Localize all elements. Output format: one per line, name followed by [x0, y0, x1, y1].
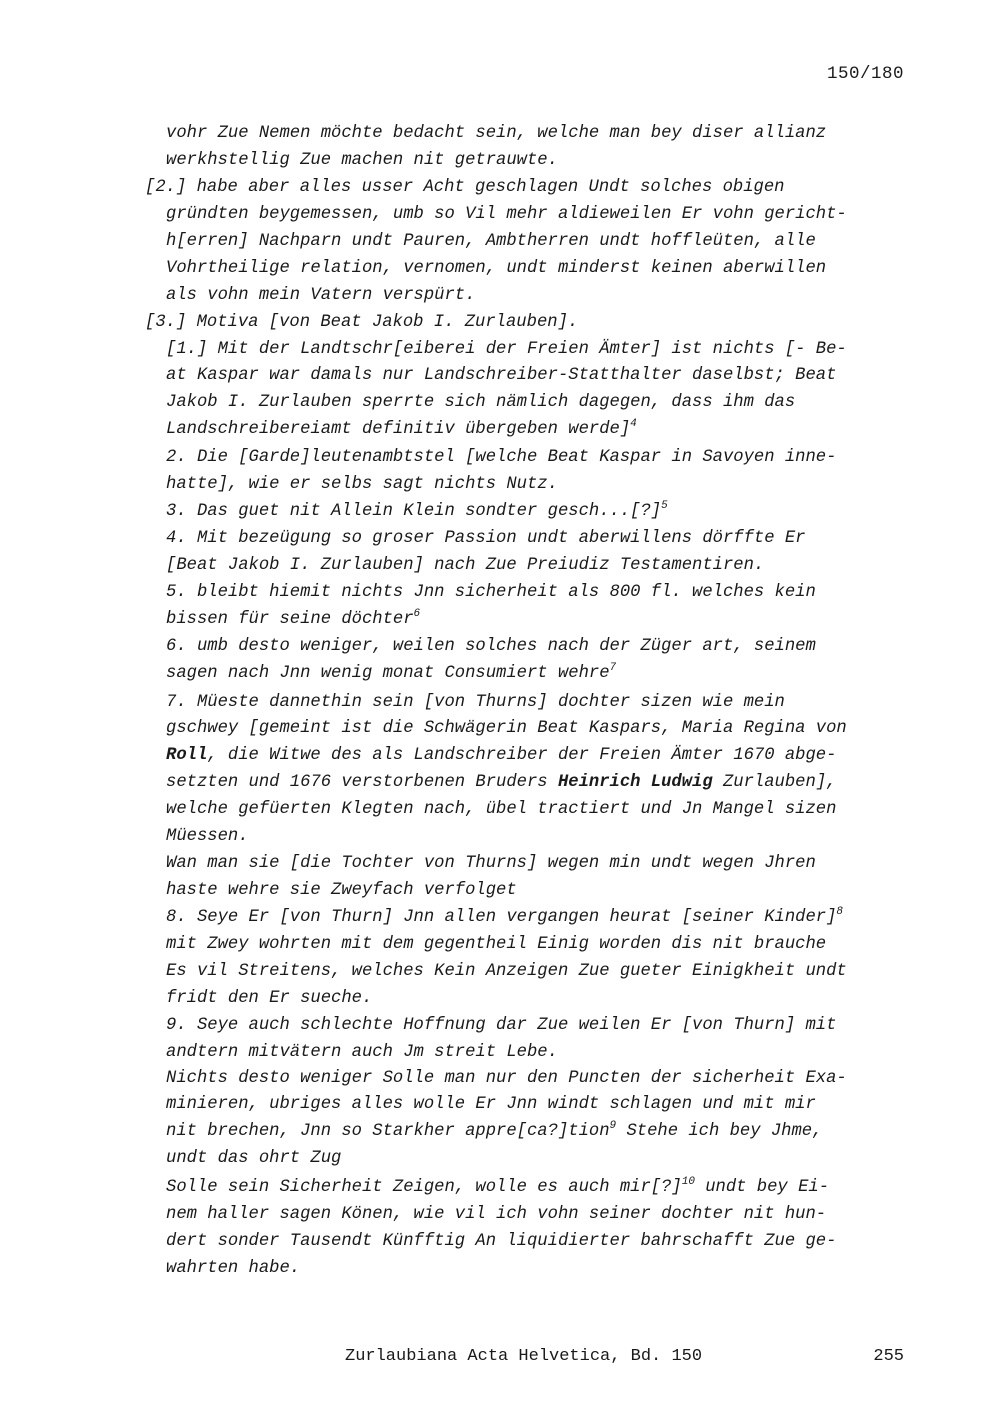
text-line — [166, 1066, 847, 1092]
line-text: bissen für seine döchter — [166, 610, 414, 629]
text-line — [166, 1175, 829, 1201]
text-line — [166, 1013, 836, 1039]
line-text: Jakob I. Zurlauben sperrte sich nämlich dagegen, dass ihm das — [166, 393, 796, 412]
line-text: 8. Seye Er [von Thurn] Jnn allen vergangen heurat [seiner Kinder] — [166, 908, 837, 927]
text-line — [166, 553, 764, 579]
text-line — [166, 1229, 836, 1255]
line-text: vohr Zue Nemen möchte bedacht sein, welche man bey diser allianz — [166, 124, 827, 143]
line-text: 5. bleibt hiemit nichts Jnn sicherheit als 800 fl. welches kein — [166, 583, 816, 602]
text-line — [166, 905, 843, 931]
text-line — [166, 526, 805, 552]
line-text: , die Witwe des als Landschreiber der Freien Ämter 1670 abge- — [207, 746, 837, 765]
line-text: nit brechen, Jnn so Starkher appre[ca?]tion — [166, 1122, 610, 1141]
line-text: sagen nach Jnn wenig monat Consumiert wehre — [166, 664, 610, 683]
text-line — [166, 797, 836, 823]
text-line — [166, 851, 816, 877]
line-text: 2. Die [Garde]leutenambtstel [welche Beat Kaspar in Savoyen inne- — [166, 448, 837, 467]
line-text: mit Zwey wohrten mit dem gegentheil Einig worden dis nit brauche — [166, 935, 827, 954]
line-text: fridt den Er sueche. — [166, 989, 373, 1008]
line-text: h[erren] Nachparn undt Pauren, Ambtherren undt hoffleüten, alle — [166, 232, 816, 251]
line-text: 9. Seye auch schlechte Hoffnung dar Zue weilen Er [von Thurn] mit — [166, 1016, 837, 1035]
line-text: andtern mitvätern auch Jm streit Lebe. — [166, 1043, 558, 1062]
text-line — [166, 932, 826, 958]
text-line — [166, 229, 816, 255]
line-text: werkhstellig Zue machen nit getrauwte. — [166, 151, 558, 170]
text-line — [166, 1040, 558, 1066]
footnote-marker: 7 — [609, 662, 617, 674]
line-text: [1.] Mit der Landtschr[eiberei der Freien Ämter] ist nichts [- Be- — [166, 340, 847, 359]
text-line — [166, 256, 826, 282]
line-text: Nichts desto weniger Solle man nur den Puncten der sicherheit Exa- — [166, 1069, 847, 1088]
text-line — [166, 770, 836, 796]
text-line — [166, 824, 249, 850]
text-line — [166, 607, 420, 633]
line-text: [3.] Motiva [von Beat Jakob I. Zurlauben]. — [145, 313, 579, 332]
line-text: Landschreibereiamt definitiv übergeben werde] — [166, 420, 631, 439]
footnote-marker: 9 — [609, 1120, 617, 1132]
text-line — [166, 202, 847, 228]
text-line — [166, 337, 847, 363]
line-text: gschwey [gemeint ist die Schwägerin Beat Kaspars, Maria Regina von — [166, 719, 847, 738]
footnote-marker: 5 — [661, 500, 668, 512]
bold-name: Heinrich Ludwig — [557, 773, 713, 792]
footer-title: Zurlaubiana Acta Helvetica, Bd. 150 — [345, 1347, 703, 1366]
footnote-marker: 4 — [630, 418, 637, 430]
line-text: Solle sein Sicherheit Zeigen, wolle es auch mir[?] — [166, 1178, 682, 1197]
line-text: 3. Das guet nit Allein Klein sondter gesch...[?] — [166, 502, 662, 521]
footnote-marker: 10 — [681, 1176, 695, 1188]
text-line — [166, 283, 475, 309]
text-line — [166, 390, 795, 416]
text-line — [166, 1119, 822, 1145]
line-text: Wan man sie [die Tochter von Thurns] wegen min undt wegen Jhren — [166, 854, 816, 873]
text-line — [166, 121, 826, 147]
text-line — [166, 1146, 341, 1172]
line-text: 6. umb desto weniger, weilen solches nach der Züger art, seinem — [166, 637, 816, 656]
text-line — [166, 986, 372, 1012]
text-line — [166, 1092, 816, 1118]
line-text: als vohn mein Vatern verspürt. — [166, 286, 476, 305]
text-line — [166, 148, 558, 174]
text-line — [166, 1202, 826, 1228]
line-text: [Beat Jakob I. Zurlauben] nach Zue Preiudiz Testamentiren. — [166, 556, 765, 575]
text-line — [166, 472, 558, 498]
line-text: minieren, ubriges alles wolle Er Jnn windt schlagen und mit mir — [166, 1095, 816, 1114]
line-text: Vohrtheilige relation, vernomen, undt minderst keinen aberwillen — [166, 259, 827, 278]
line-text: Müessen. — [166, 827, 249, 846]
line-text: hatte], wie er selbs sagt nichts Nutz. — [166, 475, 558, 494]
line-text: welche gefüerten Klegten nach, übel tractiert und Jn Mangel sizen — [166, 800, 837, 819]
footnote-marker: 8 — [836, 906, 844, 918]
text-line — [166, 634, 816, 660]
line-text: nem haller sagen Könen, wie vil ich vohn seiner dochter nit hun- — [166, 1205, 827, 1224]
line-text: dert sonder Tausendt Künfftig An liquidierter bahrschafft Zue ge- — [166, 1232, 837, 1251]
footer-page-number: 255 — [873, 1347, 904, 1366]
line-text: 7. Müeste dannethin sein [von Thurns] dochter sizen wie mein — [166, 693, 785, 712]
line-text: [2.] habe aber alles usser Acht geschlagen Undt solches obigen — [145, 178, 785, 197]
line-text: 4. Mit bezeügung so groser Passion undt aberwillens dörffte Er — [166, 529, 806, 548]
line-text: gründten beygemessen, umb so Vil mehr aldieweilen Er vohn gericht- — [166, 205, 847, 224]
line-text: Es vil Streitens, welches Kein Anzeigen Zue gueter Einigkheit undt — [166, 962, 847, 981]
text-line — [166, 499, 668, 525]
text-line — [166, 1256, 300, 1282]
text-line — [166, 580, 816, 606]
line-text: Stehe ich bey Jhme, — [616, 1122, 823, 1141]
line-text: haste wehre sie Zweyfach verfolget — [166, 881, 517, 900]
text-line — [145, 175, 784, 201]
line-text: undt das ohrt Zug — [166, 1149, 342, 1168]
footnote-marker: 6 — [413, 608, 421, 620]
bold-name: Roll — [166, 746, 208, 765]
line-text: wahrten habe. — [166, 1259, 301, 1278]
text-line — [166, 417, 637, 443]
text-line — [145, 310, 578, 336]
text-line — [166, 363, 836, 389]
line-text: setzten und 1676 verstorbenen Bruders — [166, 773, 558, 792]
line-text: Zurlauben], — [712, 773, 837, 792]
page-number: 150/180 — [826, 64, 904, 84]
text-line — [166, 716, 847, 742]
line-text: at Kaspar war damals nur Landschreiber-Statthalter daselbst; Beat — [166, 366, 837, 385]
text-line — [166, 445, 836, 471]
text-line — [166, 661, 616, 687]
line-text: undt bey Ei- — [694, 1178, 830, 1197]
text-line — [166, 878, 517, 904]
text-line — [166, 959, 847, 985]
text-line — [166, 743, 836, 769]
text-line — [166, 690, 785, 716]
